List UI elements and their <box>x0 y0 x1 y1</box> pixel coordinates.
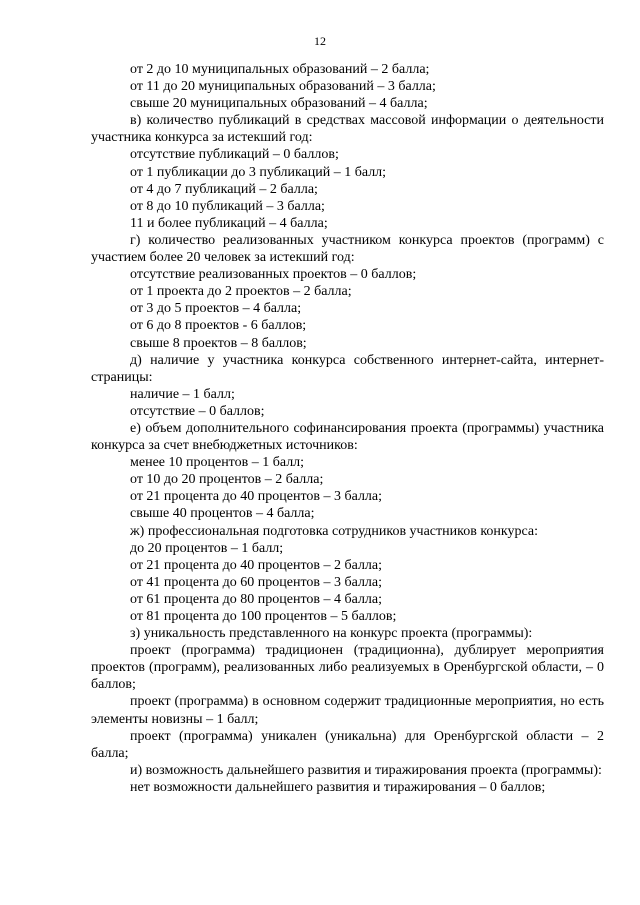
paragraph: проект (программа) в основном содержит традиционные мероприятия, но есть элементы новизны – 1 балл; <box>91 694 604 727</box>
paragraph: д) наличие у участника конкурса собственного интернет-сайта, интернет-страницы: <box>91 352 604 385</box>
paragraph: свыше 40 процентов – 4 балла; <box>130 506 315 522</box>
paragraph: и) возможность дальнейшего развития и тиражирования проекта (программы): <box>130 762 602 778</box>
paragraph: отсутствие публикаций – 0 баллов; <box>130 147 339 163</box>
paragraph: 11 и более публикаций – 4 балла; <box>130 215 328 231</box>
paragraph: г) количество реализованных участником конкурса проектов (программ) с участием более 20 человек за истекший год: <box>91 232 604 266</box>
paragraph: от 61 процента до 80 процентов – 4 балла; <box>130 591 383 607</box>
paragraph: менее 10 процентов – 1 балл; <box>130 455 305 471</box>
paragraph: проект (программа) традиционен (традиционна), дублирует мероприятия проектов (программ), реализованных либо реализуемых в Оренбургской области, – 0 баллов; <box>91 643 604 693</box>
paragraph: отсутствие – 0 баллов; <box>130 403 265 419</box>
paragraph: з) уникальность представленного на конкурс проекта (программы): <box>130 626 533 642</box>
paragraph: до 20 процентов – 1 балл; <box>130 540 284 556</box>
paragraph: от 4 до 7 публикаций – 2 балла; <box>130 181 318 197</box>
paragraph: ж) профессиональная подготовка сотрудников участников конкурса: <box>130 523 539 539</box>
paragraph: от 21 процента до 40 процентов – 3 балла; <box>130 489 383 505</box>
paragraph: от 41 процента до 60 процентов – 3 балла; <box>130 574 383 590</box>
paragraph: от 1 проекта до 2 проектов – 2 балла; <box>130 284 352 300</box>
page-number: 12 <box>314 34 326 48</box>
paragraph: от 8 до 10 публикаций – 3 балла; <box>130 198 325 214</box>
paragraph: от 3 до 5 проектов – 4 балла; <box>130 301 302 317</box>
paragraph: е) объем дополнительного софинансирования проекта (программы) участника конкурса за счет внебюджетных источников: <box>91 420 604 454</box>
paragraph: проект (программа) уникален (уникальна) для Оренбургской области – 2 балла; <box>91 728 604 761</box>
paragraph: от 10 до 20 процентов – 2 балла; <box>130 472 324 488</box>
paragraph: от 1 публикации до 3 публикаций – 1 балл; <box>130 164 387 180</box>
paragraph: свыше 8 проектов – 8 баллов; <box>130 335 307 351</box>
paragraph: от 6 до 8 проектов - 6 баллов; <box>130 318 307 334</box>
paragraph: отсутствие реализованных проектов – 0 баллов; <box>130 267 417 283</box>
paragraph: от 2 до 10 муниципальных образований – 2 балла; <box>130 62 430 77</box>
paragraph: нет возможности дальнейшего развития и тиражирования – 0 баллов; <box>130 779 546 795</box>
paragraph: в) количество публикаций в средствах массовой информации о деятельности участника конкурса за истекший год: <box>91 113 604 146</box>
paragraph: от 81 процента до 100 процентов – 5 баллов; <box>130 609 397 624</box>
paragraph: свыше 20 муниципальных образований – 4 балла; <box>130 96 428 112</box>
paragraph: от 11 до 20 муниципальных образований – 3 балла; <box>130 79 436 95</box>
paragraph: от 21 процента до 40 процентов – 2 балла; <box>130 557 383 573</box>
paragraph: наличие – 1 балл; <box>130 386 235 402</box>
document-body <box>91 61 604 796</box>
